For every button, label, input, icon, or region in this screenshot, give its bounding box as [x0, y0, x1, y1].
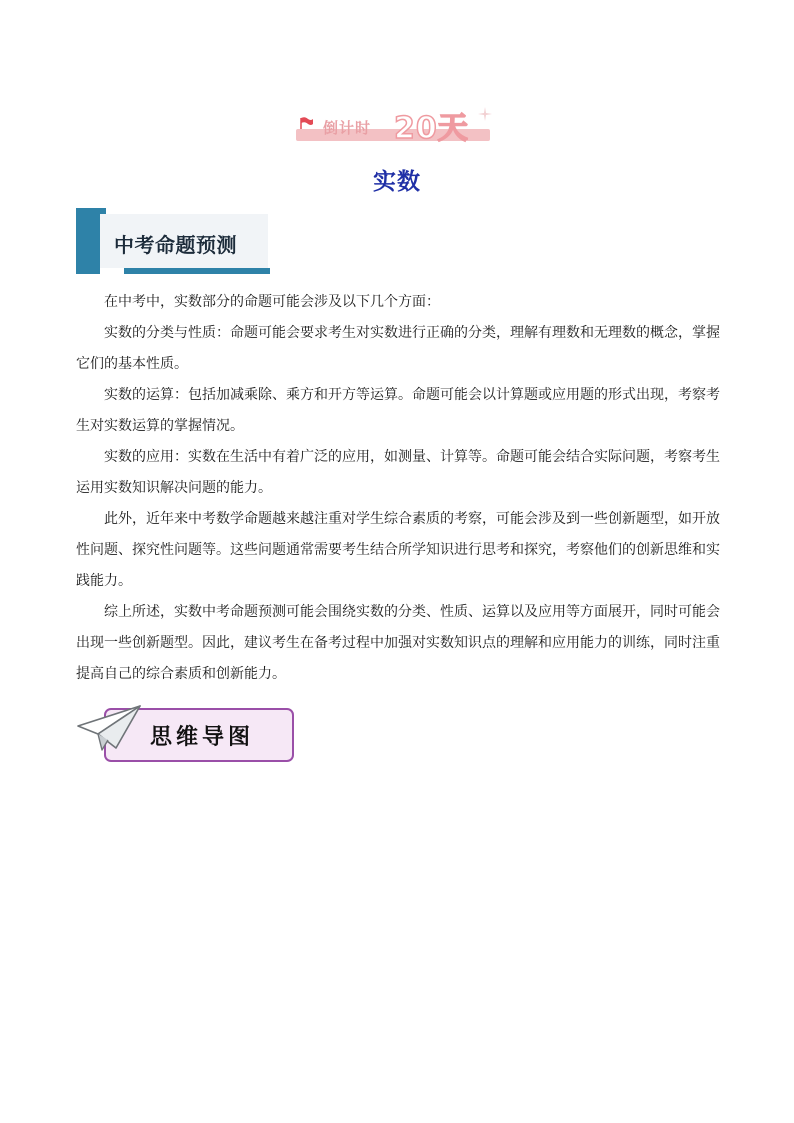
mindmap-section-header: [76, 704, 294, 762]
paragraph: 实数的应用：实数在生活中有着广泛的应用，如测量、计算等。命题可能会结合实际问题，考察考生运用实数知识解决问题的能力。: [76, 449, 720, 496]
countdown-days: 20天: [394, 111, 469, 146]
countdown-banner: [296, 107, 490, 146]
paragraph: 在中考中，实数部分的命题可能会涉及以下几个方面：: [104, 294, 440, 310]
page-title: 实数: [373, 169, 421, 195]
header-accent-bar: [76, 208, 100, 274]
paragraph: 实数的运算：包括加减乘除、乘方和开方等运算。命题可能会以计算题或应用题的形式出现，考察考生对实数运算的掌握情况。: [76, 387, 720, 434]
prediction-section-header: [76, 208, 270, 276]
header-accent-bottom: [124, 268, 270, 274]
flag-icon: [300, 117, 314, 129]
prediction-heading: 中考命题预测: [114, 233, 237, 257]
mindmap-heading: 思维导图: [150, 724, 255, 750]
paragraph: 此外，近年来中考数学命题越来越注重对学生综合素质的考察，可能会涉及到一些创新题型，如开放性问题、探究性问题等。这些问题通常需要考生结合所学知识进行思考和探究，考察他们的创新思维和实践能力。: [76, 511, 720, 589]
sparkle-icon: [478, 107, 492, 121]
paragraph: 综上所述，实数中考命题预测可能会围绕实数的分类、性质、运算以及应用等方面展开，同时可能会出现一些创新题型。因此，建议考生在备考过程中加强对实数知识点的理解和应用能力的训练，同时注重提高自己的综合素质和创新能力。: [76, 604, 720, 682]
paper-plane-icon: [76, 704, 142, 752]
prediction-body: [76, 287, 721, 690]
countdown-label: 倒计时: [323, 119, 372, 137]
paragraph: 实数的分类与性质：命题可能会要求考生对实数进行正确的分类，理解有理数和无理数的概念，掌握它们的基本性质。: [76, 325, 720, 372]
